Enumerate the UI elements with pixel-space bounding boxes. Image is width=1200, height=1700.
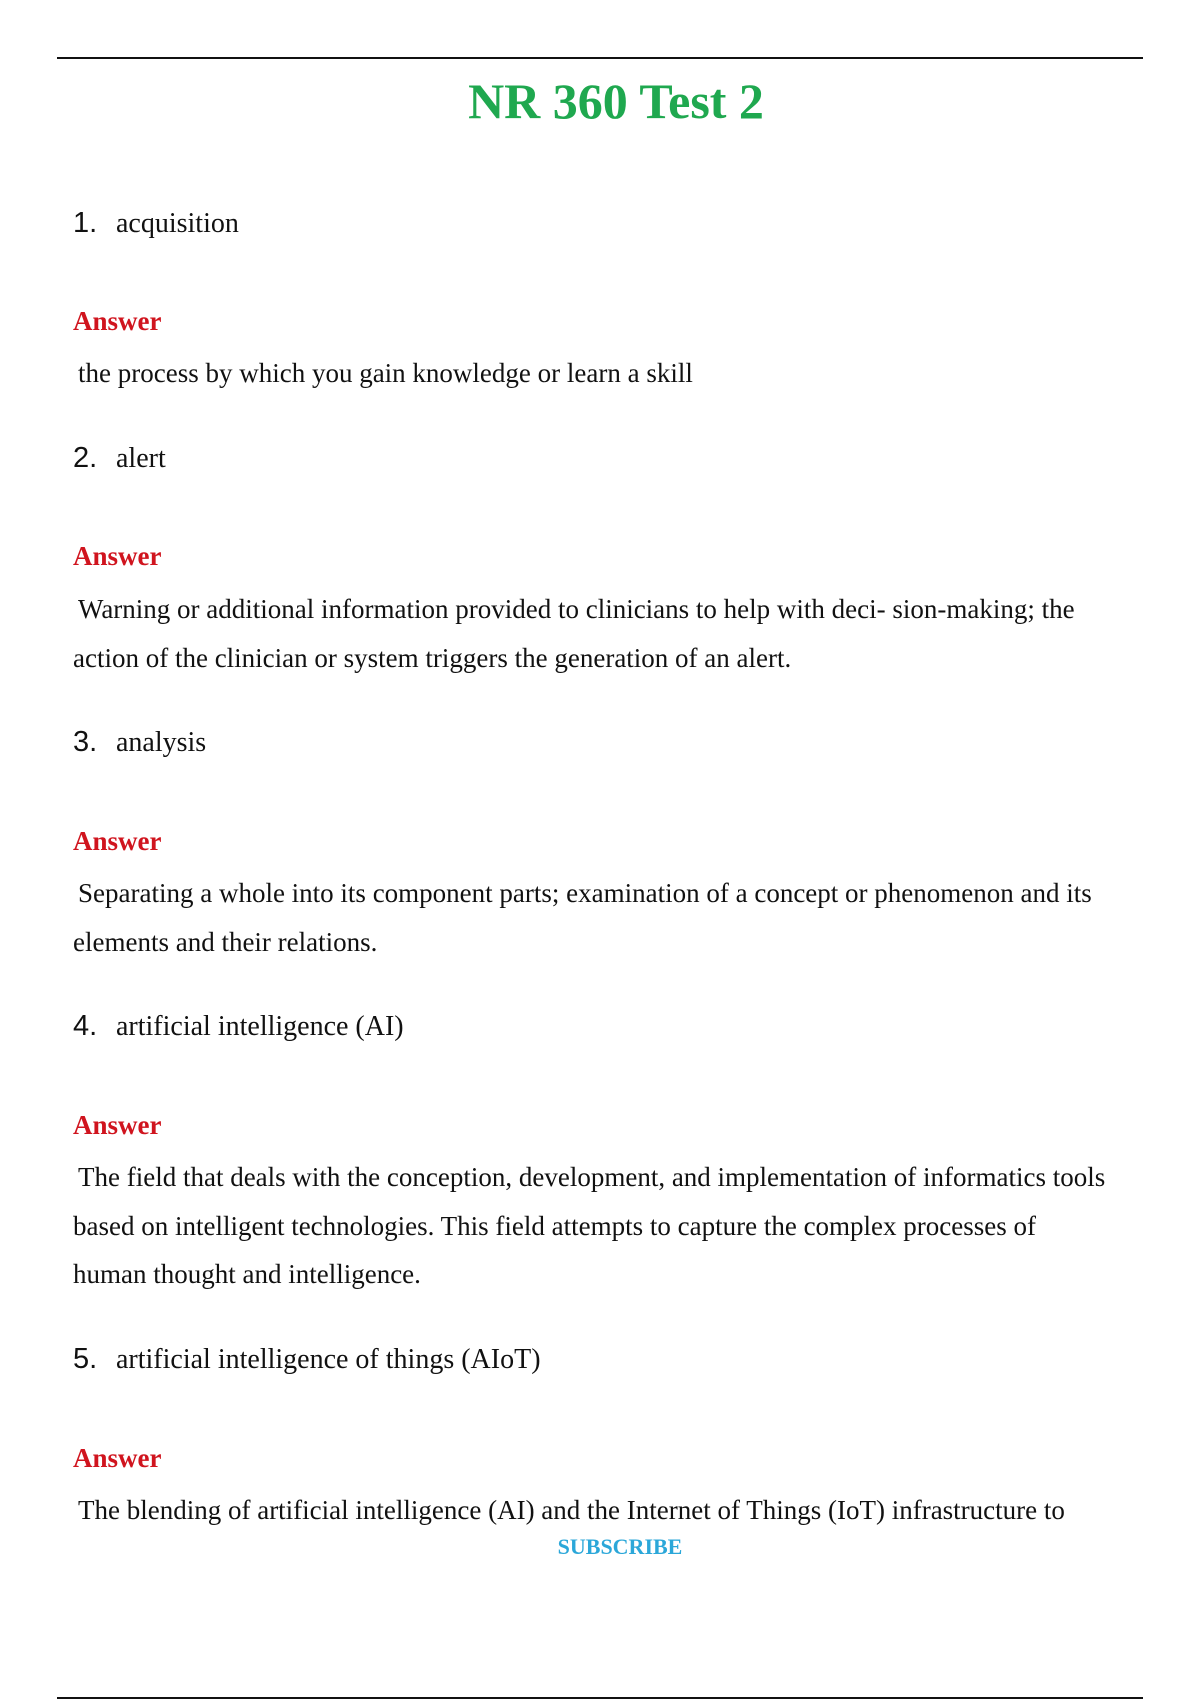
answer-line: elements and their relations. <box>73 926 378 957</box>
answer-5 <box>78 1486 1138 1535</box>
question-term: analysis <box>116 727 207 758</box>
question-number: 4. <box>73 1010 98 1042</box>
bottom-rule <box>57 1697 1143 1699</box>
answer-line: human thought and intelligence. <box>73 1259 421 1289</box>
question-2 <box>73 442 1133 475</box>
answer-label: Answer <box>73 1110 162 1140</box>
answer-line: The blending of artificial intelligence (AI) and the Internet of Things (IoT) infrastructure to <box>78 1495 1065 1525</box>
question-term: acquisition <box>116 208 239 239</box>
question-1 <box>73 207 1133 240</box>
question-number: 2. <box>73 442 98 474</box>
answer-label: Answer <box>73 541 162 571</box>
question-4 <box>73 1010 1133 1043</box>
answer-line: The field that deals with the conception, development, and implementation of informatics tools <box>78 1162 1106 1192</box>
question-5 <box>73 1343 1133 1376</box>
answer-1 <box>78 349 1138 398</box>
answer-line: Separating a whole into its component parts; examination of a concept or phenomenon and its <box>78 878 1092 908</box>
question-number: 5. <box>73 1343 98 1375</box>
question-term: alert <box>116 443 166 474</box>
question-term: artificial intelligence (AI) <box>116 1011 404 1042</box>
question-3 <box>73 726 1133 759</box>
subscribe-link[interactable]: SUBSCRIBE <box>557 1534 683 1559</box>
answer-line: action of the clinician or system triggers the generation of an alert. <box>73 642 792 673</box>
answer-line: the process by which you gain knowledge or learn a skill <box>78 358 693 388</box>
question-number: 1. <box>73 207 98 239</box>
question-term: artificial intelligence of things (AIoT) <box>116 1344 541 1375</box>
answer-line: Warning or additional information provided to clinicians to help with deci- sion-making; the <box>78 594 1075 624</box>
answer-label: Answer <box>73 306 162 336</box>
page-title: NR 360 Test 2 <box>468 73 764 129</box>
top-rule <box>57 57 1143 59</box>
answer-2 <box>73 585 1133 682</box>
answer-line: based on intelligent technologies. This field attempts to capture the complex processes of <box>73 1210 1036 1241</box>
answer-4 <box>73 1153 1133 1299</box>
question-number: 3. <box>73 726 98 758</box>
answer-3 <box>73 869 1133 966</box>
answer-label: Answer <box>73 1443 162 1473</box>
answer-label: Answer <box>73 826 162 856</box>
